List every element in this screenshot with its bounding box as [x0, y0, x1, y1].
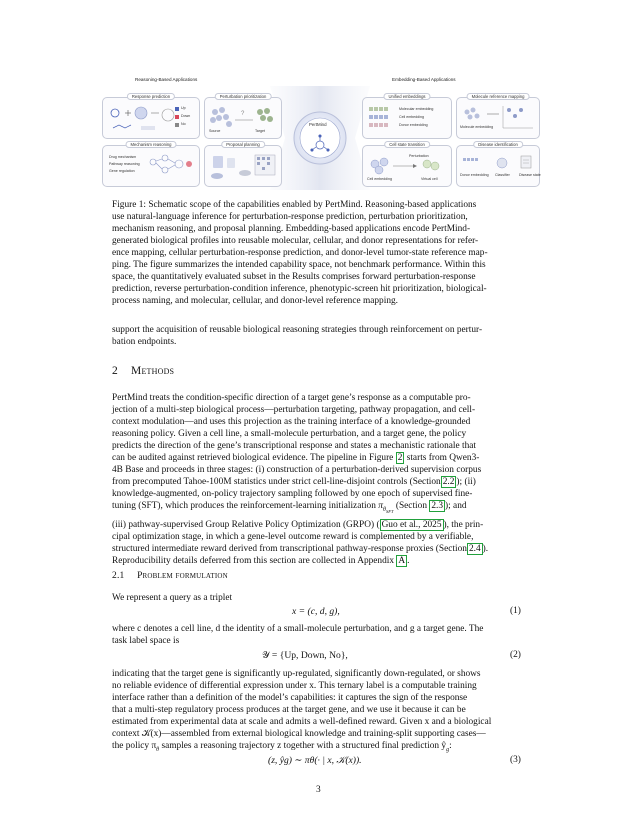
- caption-line: generated biological profiles into reusable molecular, cellular, and donor representations for refer-: [112, 236, 479, 247]
- disease-art: [457, 146, 539, 186]
- equation-1: x = (c, d, g),: [292, 606, 340, 617]
- text-run: Reproducibility details deferred from this section are collected in Appendix: [112, 555, 395, 566]
- label-perturbation: Perturbation: [409, 154, 429, 158]
- page-number: 3: [316, 785, 321, 795]
- label-donor-embedding: Donor embedding: [399, 123, 428, 127]
- problem-where: [112, 623, 526, 647]
- label-classifier: Classifier: [495, 173, 510, 177]
- text-run: from precomputed Tahoe-100M statistics under strict cell-line-disjoint controls (Section: [112, 477, 441, 488]
- card-title: Disease identification: [473, 141, 523, 148]
- card-molecule-reference-mapping: [456, 94, 540, 139]
- text-run: ).: [482, 543, 489, 554]
- svg-text:?: ?: [241, 111, 245, 117]
- text-run: ), the prin-: [443, 519, 484, 530]
- paragraph-line: predicts the direction of the gene’s transcriptional response and states a mechanistic rationale that: [112, 441, 477, 452]
- subsection-number: 2.1: [112, 571, 125, 581]
- card-response-prediction: [102, 94, 200, 139]
- label-cell-embedding: Cell embedding: [399, 115, 424, 119]
- label-cell-embedding-2: Cell embedding: [367, 177, 392, 181]
- subsection-title: Problem formulation: [137, 571, 228, 581]
- label-virtual-cell: Virtual cell: [421, 177, 438, 181]
- card-perturbation-prioritization: [204, 94, 282, 139]
- card-disease-identification: [456, 142, 541, 187]
- text-run: samples a reasoning trajectory z together with a structured final prediction ŷ: [161, 741, 447, 752]
- equation-2: 𝒴 = {Up, Down, No},: [262, 650, 348, 661]
- text-run: ); (ii): [456, 477, 476, 488]
- label-target: Target: [255, 129, 265, 133]
- paragraph-line: the policy $\pi_\theta$ samples a reasoning trajectory z together with a structured final prediction $ŷ_g$:: [112, 741, 452, 754]
- section-heading: [112, 365, 174, 377]
- text-run: .: [407, 555, 410, 566]
- paragraph-line: [112, 519, 526, 531]
- text-run: (Section: [393, 501, 430, 512]
- paragraph-line: task label space is: [112, 636, 180, 647]
- text-run: (: [374, 519, 380, 530]
- paragraph-line: knowledge-augmented, on-policy trajectory sampling followed by one epoch of supervised fine-: [112, 489, 473, 500]
- section-2-4-link[interactable]: 2.4: [468, 543, 481, 554]
- card-mechanism-reasoning: [102, 142, 200, 187]
- right-group-title: Embedding-Based Applications: [392, 77, 456, 82]
- equation-1-number: (1): [510, 606, 521, 616]
- label-donor-embedding-2: Donor embedding: [460, 173, 489, 177]
- problem-body: [112, 668, 526, 756]
- response-prediction-art: [103, 98, 199, 138]
- problem-intro: [112, 592, 526, 604]
- text-run: ); and: [445, 501, 467, 512]
- paragraph-line: [112, 476, 526, 488]
- policy-symbol: $\pi_{\theta_{SFT}}$: [378, 500, 394, 515]
- paragraph-line: [112, 543, 526, 555]
- molecule-mapping-art: [457, 98, 539, 138]
- label-molecule-embedding: Molecule embedding: [460, 125, 494, 129]
- label-gene-regulation: Gene regulation: [109, 169, 135, 173]
- paragraph-line: context modulation—and uses this projection as the training interface of a knowledge-grounded: [112, 417, 471, 428]
- card-title: Cell state transition: [384, 141, 430, 148]
- caption-line: Figure 1: Schematic scope of the capabilities enabled by PertMind. Reasoning-based applications: [112, 200, 477, 210]
- paragraph-line: where c denotes a cell line, d the identity of a small-molecule perturbation, and g a target gene. The: [112, 624, 484, 634]
- section-title: Methods: [131, 365, 175, 377]
- paragraph-line: bation endpoints.: [112, 337, 177, 348]
- equation-3-number: (3): [510, 755, 521, 765]
- paragraph-line: indicating that the target gene is significantly up-regulated, significantly down-regulated, or shows: [112, 669, 481, 679]
- card-title: Response prediction: [127, 93, 175, 100]
- label-up: Up: [181, 106, 186, 110]
- paragraph-line: [112, 452, 526, 464]
- caption-line: ping. The figure summarizes the intended capability space, not benchmark performance. Within this: [112, 260, 486, 271]
- paragraph-line: that a multi-step regulatory process produces at the target gene, and we use it because it can be: [112, 705, 466, 716]
- figure-2-link[interactable]: 2: [397, 453, 403, 464]
- appendix-a-link[interactable]: A: [398, 555, 406, 566]
- equation-2-number: (2): [510, 650, 521, 660]
- text-run: can be audited against retrieved biological evidence. The pipeline in Figure: [112, 453, 394, 464]
- card-title: Unified embeddings: [383, 93, 430, 100]
- mechanism-art: [103, 146, 199, 186]
- center-label: PertMind: [309, 122, 327, 127]
- section-2-3-link[interactable]: 2.3: [431, 501, 444, 512]
- label-drug-mechanism: Drug mechanism: [109, 155, 137, 159]
- label-down: Down: [181, 114, 191, 118]
- subsection-heading: [112, 571, 228, 581]
- card-title: Proposal planning: [221, 141, 265, 148]
- figure-caption: [112, 199, 526, 307]
- section-2-2-link[interactable]: 2.2: [442, 477, 455, 488]
- equation-3: (z, ŷg) ∼ πθ(· | x, 𝒦(x)).: [268, 755, 362, 766]
- figure-1: [100, 78, 540, 198]
- text-run: tuning (SFT), which produces the reinforcement-learning initialization: [112, 501, 376, 512]
- proposal-planning-art: [205, 146, 281, 186]
- paragraph-line: interface rather than a definition of the model’s capabilities: it captures the sign of the response: [112, 693, 468, 704]
- paragraph-line: [112, 555, 526, 567]
- paragraph-line: reasoning policy. Given a cell line, a small-molecule perturbation, and a target gene, the policy: [112, 429, 467, 440]
- paragraph-line: estimated from experimental data at scale and admits a well-defined reward. Given x and a biological: [112, 717, 492, 728]
- caption-line: mechanism reasoning, and proposal planning. Embedding-based applications encode PertMind-: [112, 224, 471, 235]
- left-group-title: Reasoning-Based Applications: [135, 77, 198, 82]
- label-molecular-embedding: Molecular embedding: [399, 107, 434, 111]
- label-source: Source: [209, 129, 221, 133]
- caption-line: use natural-language inference for perturbation-response prediction, perturbation prioritization,: [112, 212, 468, 223]
- caption-line: process naming, and molecular, cellular, and donor-level reference mapping.: [112, 296, 399, 307]
- intro-paragraph: [112, 324, 526, 348]
- citation-guo-2025[interactable]: Guo et al., 2025: [381, 519, 442, 530]
- paragraph-line: [112, 500, 526, 518]
- paragraph-line: cipal optimization stage, in which a gene-level outcome reward is complemented by a verifiable,: [112, 531, 474, 542]
- text-run: (iii) pathway-supervised Group Relative Policy Optimization (GRPO): [112, 519, 375, 530]
- caption-line: prediction, reverse perturbation-condition inference, phenotypic-screen hit prioritization, biological-: [112, 284, 487, 295]
- text-run: the policy π: [112, 741, 157, 752]
- text-run: structured intermediate reward derived from transcriptional pathway-response proxies (Section: [112, 543, 467, 554]
- card-title: Molecule reference mapping: [467, 93, 530, 100]
- section-number: 2: [112, 365, 118, 377]
- paragraph-line: context 𝒦(x)—assembled from external biological knowledge and training-split supporting cases—: [112, 729, 486, 740]
- card-title: Mechanism reasoning: [126, 141, 177, 148]
- label-no: No: [181, 122, 186, 126]
- paragraph-line: no reliable evidence of differential expression under x. This ternary label is a computable training: [112, 681, 477, 692]
- paragraph-line: 4B Base and proceeds in three stages: (i) construction of a perturbation-derived supervision corpus: [112, 465, 482, 476]
- paragraph-line: support the acquisition of reusable biological reasoning strategies through reinforcement on pertur-: [112, 325, 483, 335]
- methods-paragraph: [112, 392, 526, 567]
- label-pathway-reasoning: Pathway reasoning: [109, 162, 140, 166]
- card-cell-state-transition: [362, 142, 452, 187]
- paragraph-line: jection of a multi-step biological process—perturbation targeting, pathway propagation, and cell-: [112, 405, 476, 416]
- caption-line: ence mapping, cellular perturbation-response prediction, and donor-level tumor-state reference map-: [112, 248, 488, 259]
- text-run: starts from Qwen3-: [406, 453, 480, 464]
- label-disease-state: Disease state: [519, 173, 541, 177]
- card-proposal-planning: [204, 142, 282, 187]
- caption-line: space, the quantitatively evaluated subset in the Results comprises forward perturbation-response: [112, 272, 476, 283]
- card-unified-embeddings: [362, 94, 452, 139]
- paragraph-line: We represent a query as a triplet: [112, 593, 233, 603]
- card-title: Perturbation prioritization: [215, 93, 272, 100]
- paragraph-line: PertMind treats the condition-specific direction of a target gene’s response as a computable pro-: [112, 393, 471, 403]
